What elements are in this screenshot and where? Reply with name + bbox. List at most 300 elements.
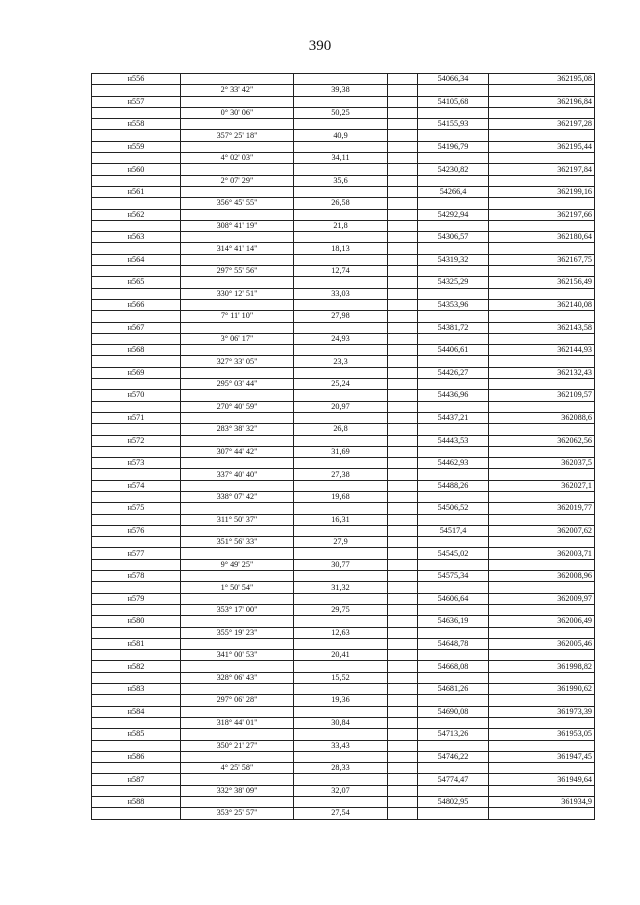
coordinates-table bbox=[91, 73, 595, 820]
segment-angle: 2° 33' 42" bbox=[181, 85, 294, 96]
empty-cell bbox=[388, 672, 418, 683]
empty-cell bbox=[294, 299, 388, 310]
segment-angle: 1° 50' 54" bbox=[181, 582, 294, 593]
point-row bbox=[92, 480, 595, 491]
point-row bbox=[92, 209, 595, 220]
empty-cell bbox=[92, 604, 181, 615]
point-y: 362132,43 bbox=[489, 367, 595, 378]
empty-cell bbox=[294, 209, 388, 220]
empty-cell bbox=[294, 119, 388, 130]
empty-cell bbox=[181, 254, 294, 265]
point-name: н580 bbox=[92, 616, 181, 627]
empty-cell bbox=[388, 785, 418, 796]
empty-cell bbox=[294, 525, 388, 536]
segment-length: 26,58 bbox=[294, 198, 388, 209]
segment-row bbox=[92, 808, 595, 819]
empty-cell bbox=[489, 559, 595, 570]
empty-cell bbox=[489, 491, 595, 502]
empty-cell bbox=[388, 525, 418, 536]
empty-cell bbox=[388, 740, 418, 751]
empty-cell bbox=[388, 74, 418, 85]
point-row bbox=[92, 548, 595, 559]
point-y: 361973,39 bbox=[489, 706, 595, 717]
segment-row bbox=[92, 333, 595, 344]
segment-length: 16,31 bbox=[294, 514, 388, 525]
empty-cell bbox=[388, 695, 418, 706]
empty-cell bbox=[294, 638, 388, 649]
empty-cell bbox=[294, 254, 388, 265]
empty-cell bbox=[388, 379, 418, 390]
segment-angle: 3° 06' 17" bbox=[181, 333, 294, 344]
point-x: 54266,4 bbox=[418, 186, 489, 197]
segment-row bbox=[92, 672, 595, 683]
point-y: 362143,58 bbox=[489, 322, 595, 333]
empty-cell bbox=[294, 661, 388, 672]
empty-cell bbox=[294, 503, 388, 514]
point-row bbox=[92, 367, 595, 378]
segment-length: 27,98 bbox=[294, 311, 388, 322]
empty-cell bbox=[388, 356, 418, 367]
point-y: 362008,96 bbox=[489, 571, 595, 582]
point-y: 362007,62 bbox=[489, 525, 595, 536]
segment-length: 35,6 bbox=[294, 175, 388, 186]
point-row bbox=[92, 345, 595, 356]
empty-cell bbox=[388, 571, 418, 582]
point-name: н573 bbox=[92, 458, 181, 469]
segment-length: 32,07 bbox=[294, 785, 388, 796]
empty-cell bbox=[418, 198, 489, 209]
segment-length: 31,32 bbox=[294, 582, 388, 593]
empty-cell bbox=[294, 390, 388, 401]
point-name: н583 bbox=[92, 684, 181, 695]
segment-length: 20,97 bbox=[294, 401, 388, 412]
empty-cell bbox=[181, 141, 294, 152]
empty-cell bbox=[181, 435, 294, 446]
empty-cell bbox=[388, 424, 418, 435]
point-name: н588 bbox=[92, 797, 181, 808]
point-name: н559 bbox=[92, 141, 181, 152]
empty-cell bbox=[388, 277, 418, 288]
segment-length: 50,25 bbox=[294, 107, 388, 118]
empty-cell bbox=[92, 153, 181, 164]
empty-cell bbox=[388, 322, 418, 333]
segment-row bbox=[92, 469, 595, 480]
page-number: 390 bbox=[308, 38, 332, 54]
segment-angle: 341° 00' 53" bbox=[181, 650, 294, 661]
point-row bbox=[92, 164, 595, 175]
segment-row bbox=[92, 379, 595, 390]
segment-angle: 318° 44' 01" bbox=[181, 717, 294, 728]
empty-cell bbox=[388, 401, 418, 412]
segment-length: 29,75 bbox=[294, 604, 388, 615]
point-name: н581 bbox=[92, 638, 181, 649]
segment-length: 15,52 bbox=[294, 672, 388, 683]
empty-cell bbox=[92, 107, 181, 118]
segment-angle: 350° 21' 27" bbox=[181, 740, 294, 751]
point-row bbox=[92, 684, 595, 695]
point-row bbox=[92, 751, 595, 762]
point-y: 361934,9 bbox=[489, 797, 595, 808]
empty-cell bbox=[388, 175, 418, 186]
segment-row bbox=[92, 514, 595, 525]
empty-cell bbox=[418, 808, 489, 819]
empty-cell bbox=[418, 220, 489, 231]
point-x: 54488,26 bbox=[418, 480, 489, 491]
point-x: 54381,72 bbox=[418, 322, 489, 333]
empty-cell bbox=[388, 706, 418, 717]
empty-cell bbox=[388, 604, 418, 615]
empty-cell bbox=[418, 85, 489, 96]
point-name: н564 bbox=[92, 254, 181, 265]
empty-cell bbox=[388, 469, 418, 480]
point-x: 54437,21 bbox=[418, 412, 489, 423]
empty-cell bbox=[181, 458, 294, 469]
empty-cell bbox=[489, 356, 595, 367]
empty-cell bbox=[294, 412, 388, 423]
empty-cell bbox=[489, 537, 595, 548]
segment-row bbox=[92, 401, 595, 412]
empty-cell bbox=[92, 582, 181, 593]
segment-length: 40,9 bbox=[294, 130, 388, 141]
empty-cell bbox=[388, 209, 418, 220]
empty-cell bbox=[418, 446, 489, 457]
empty-cell bbox=[388, 480, 418, 491]
empty-cell bbox=[92, 288, 181, 299]
empty-cell bbox=[489, 288, 595, 299]
segment-length: 33,03 bbox=[294, 288, 388, 299]
segment-angle: 308° 41' 19" bbox=[181, 220, 294, 231]
empty-cell bbox=[388, 232, 418, 243]
empty-cell bbox=[294, 774, 388, 785]
segment-row bbox=[92, 356, 595, 367]
segment-angle: 356° 45' 55" bbox=[181, 198, 294, 209]
empty-cell bbox=[388, 661, 418, 672]
point-name: н570 bbox=[92, 390, 181, 401]
empty-cell bbox=[418, 717, 489, 728]
empty-cell bbox=[388, 458, 418, 469]
empty-cell bbox=[92, 266, 181, 277]
segment-row bbox=[92, 491, 595, 502]
point-name: н576 bbox=[92, 525, 181, 536]
point-y: 362180,64 bbox=[489, 232, 595, 243]
point-name: н579 bbox=[92, 593, 181, 604]
empty-cell bbox=[388, 446, 418, 457]
empty-cell bbox=[418, 582, 489, 593]
point-name: н569 bbox=[92, 367, 181, 378]
point-x: 54155,93 bbox=[418, 119, 489, 130]
point-row bbox=[92, 571, 595, 582]
point-y: 362199,16 bbox=[489, 186, 595, 197]
segment-row bbox=[92, 153, 595, 164]
empty-cell bbox=[294, 96, 388, 107]
empty-cell bbox=[388, 107, 418, 118]
empty-cell bbox=[418, 266, 489, 277]
empty-cell bbox=[92, 763, 181, 774]
empty-cell bbox=[489, 198, 595, 209]
point-name: н563 bbox=[92, 232, 181, 243]
point-row bbox=[92, 525, 595, 536]
empty-cell bbox=[294, 571, 388, 582]
empty-cell bbox=[418, 333, 489, 344]
point-row bbox=[92, 774, 595, 785]
empty-cell bbox=[489, 672, 595, 683]
segment-row bbox=[92, 559, 595, 570]
empty-cell bbox=[181, 209, 294, 220]
segment-angle: 270° 40' 59" bbox=[181, 401, 294, 412]
point-x: 54230,82 bbox=[418, 164, 489, 175]
point-row bbox=[92, 503, 595, 514]
segment-length: 31,69 bbox=[294, 446, 388, 457]
empty-cell bbox=[418, 288, 489, 299]
empty-cell bbox=[181, 797, 294, 808]
segment-length: 23,3 bbox=[294, 356, 388, 367]
empty-cell bbox=[388, 627, 418, 638]
empty-cell bbox=[418, 672, 489, 683]
empty-cell bbox=[388, 763, 418, 774]
segment-length: 30,84 bbox=[294, 717, 388, 728]
point-x: 54506,52 bbox=[418, 503, 489, 514]
empty-cell bbox=[388, 808, 418, 819]
empty-cell bbox=[181, 571, 294, 582]
segment-angle: 328° 06' 43" bbox=[181, 672, 294, 683]
segment-length: 33,43 bbox=[294, 740, 388, 751]
point-row bbox=[92, 661, 595, 672]
empty-cell bbox=[92, 785, 181, 796]
point-y: 362156,49 bbox=[489, 277, 595, 288]
empty-cell bbox=[489, 379, 595, 390]
point-name: н574 bbox=[92, 480, 181, 491]
empty-cell bbox=[388, 514, 418, 525]
empty-cell bbox=[181, 503, 294, 514]
segment-length: 12,74 bbox=[294, 266, 388, 277]
segment-length: 12,63 bbox=[294, 627, 388, 638]
point-name: н556 bbox=[92, 74, 181, 85]
point-row bbox=[92, 299, 595, 310]
point-row bbox=[92, 322, 595, 333]
point-name: н577 bbox=[92, 548, 181, 559]
segment-row bbox=[92, 604, 595, 615]
segment-length: 24,93 bbox=[294, 333, 388, 344]
empty-cell bbox=[489, 582, 595, 593]
point-x: 54306,57 bbox=[418, 232, 489, 243]
empty-cell bbox=[294, 186, 388, 197]
empty-cell bbox=[92, 446, 181, 457]
empty-cell bbox=[181, 774, 294, 785]
point-x: 54517,4 bbox=[418, 525, 489, 536]
empty-cell bbox=[92, 740, 181, 751]
segment-angle: 353° 17' 00" bbox=[181, 604, 294, 615]
empty-cell bbox=[294, 616, 388, 627]
point-x: 54606,64 bbox=[418, 593, 489, 604]
empty-cell bbox=[92, 424, 181, 435]
point-y: 361949,64 bbox=[489, 774, 595, 785]
empty-cell bbox=[489, 650, 595, 661]
empty-cell bbox=[388, 254, 418, 265]
point-name: н568 bbox=[92, 345, 181, 356]
point-name: н571 bbox=[92, 412, 181, 423]
point-name: н560 bbox=[92, 164, 181, 175]
segment-row bbox=[92, 220, 595, 231]
segment-row bbox=[92, 627, 595, 638]
segment-length: 20,41 bbox=[294, 650, 388, 661]
empty-cell bbox=[294, 593, 388, 604]
point-x: 54066,34 bbox=[418, 74, 489, 85]
point-name: н586 bbox=[92, 751, 181, 762]
empty-cell bbox=[418, 379, 489, 390]
empty-cell bbox=[92, 559, 181, 570]
point-row bbox=[92, 254, 595, 265]
point-row bbox=[92, 638, 595, 649]
empty-cell bbox=[418, 740, 489, 751]
empty-cell bbox=[92, 514, 181, 525]
empty-cell bbox=[418, 695, 489, 706]
point-x: 54353,96 bbox=[418, 299, 489, 310]
point-y: 362088,6 bbox=[489, 412, 595, 423]
segment-row bbox=[92, 695, 595, 706]
empty-cell bbox=[181, 480, 294, 491]
empty-cell bbox=[489, 740, 595, 751]
point-row bbox=[92, 593, 595, 604]
point-x: 54713,26 bbox=[418, 729, 489, 740]
segment-length: 28,33 bbox=[294, 763, 388, 774]
empty-cell bbox=[388, 638, 418, 649]
point-name: н565 bbox=[92, 277, 181, 288]
empty-cell bbox=[294, 548, 388, 559]
empty-cell bbox=[489, 311, 595, 322]
empty-cell bbox=[388, 85, 418, 96]
segment-angle: 4° 25' 58" bbox=[181, 763, 294, 774]
empty-cell bbox=[489, 785, 595, 796]
empty-cell bbox=[489, 130, 595, 141]
empty-cell bbox=[388, 198, 418, 209]
point-x: 54681,26 bbox=[418, 684, 489, 695]
empty-cell bbox=[388, 616, 418, 627]
empty-cell bbox=[181, 96, 294, 107]
empty-cell bbox=[418, 514, 489, 525]
empty-cell bbox=[181, 684, 294, 695]
empty-cell bbox=[388, 729, 418, 740]
empty-cell bbox=[388, 186, 418, 197]
point-row bbox=[92, 616, 595, 627]
empty-cell bbox=[181, 345, 294, 356]
point-x: 54426,27 bbox=[418, 367, 489, 378]
point-y: 361998,82 bbox=[489, 661, 595, 672]
segment-length: 25,24 bbox=[294, 379, 388, 390]
empty-cell bbox=[388, 130, 418, 141]
segment-angle: 297° 06' 28" bbox=[181, 695, 294, 706]
point-row bbox=[92, 706, 595, 717]
point-name: н567 bbox=[92, 322, 181, 333]
empty-cell bbox=[294, 435, 388, 446]
empty-cell bbox=[181, 232, 294, 243]
empty-cell bbox=[388, 435, 418, 446]
empty-cell bbox=[181, 751, 294, 762]
point-name: н575 bbox=[92, 503, 181, 514]
empty-cell bbox=[92, 672, 181, 683]
point-x: 54105,68 bbox=[418, 96, 489, 107]
empty-cell bbox=[489, 446, 595, 457]
segment-row bbox=[92, 198, 595, 209]
empty-cell bbox=[489, 220, 595, 231]
empty-cell bbox=[489, 808, 595, 819]
empty-cell bbox=[388, 582, 418, 593]
empty-cell bbox=[92, 220, 181, 231]
point-row bbox=[92, 729, 595, 740]
empty-cell bbox=[388, 537, 418, 548]
empty-cell bbox=[181, 729, 294, 740]
segment-row bbox=[92, 740, 595, 751]
empty-cell bbox=[489, 604, 595, 615]
empty-cell bbox=[489, 627, 595, 638]
segment-length: 18,13 bbox=[294, 243, 388, 254]
point-name: н587 bbox=[92, 774, 181, 785]
empty-cell bbox=[92, 243, 181, 254]
empty-cell bbox=[489, 243, 595, 254]
empty-cell bbox=[181, 548, 294, 559]
empty-cell bbox=[388, 751, 418, 762]
segment-length: 27,54 bbox=[294, 808, 388, 819]
empty-cell bbox=[92, 311, 181, 322]
empty-cell bbox=[418, 107, 489, 118]
empty-cell bbox=[489, 763, 595, 774]
point-name: н561 bbox=[92, 186, 181, 197]
segment-angle: 283° 38' 32" bbox=[181, 424, 294, 435]
empty-cell bbox=[418, 469, 489, 480]
empty-cell bbox=[489, 107, 595, 118]
empty-cell bbox=[181, 74, 294, 85]
point-y: 362062,56 bbox=[489, 435, 595, 446]
point-x: 54319,32 bbox=[418, 254, 489, 265]
empty-cell bbox=[92, 356, 181, 367]
empty-cell bbox=[92, 130, 181, 141]
empty-cell bbox=[418, 424, 489, 435]
empty-cell bbox=[92, 379, 181, 390]
point-row bbox=[92, 96, 595, 107]
empty-cell bbox=[181, 164, 294, 175]
point-row bbox=[92, 435, 595, 446]
empty-cell bbox=[388, 243, 418, 254]
empty-cell bbox=[294, 751, 388, 762]
segment-row bbox=[92, 288, 595, 299]
point-y: 362109,57 bbox=[489, 390, 595, 401]
segment-row bbox=[92, 130, 595, 141]
empty-cell bbox=[388, 797, 418, 808]
empty-cell bbox=[294, 164, 388, 175]
point-y: 362006,49 bbox=[489, 616, 595, 627]
point-name: н566 bbox=[92, 299, 181, 310]
point-x: 54690,08 bbox=[418, 706, 489, 717]
segment-angle: 0° 30' 06" bbox=[181, 107, 294, 118]
segment-angle: 4° 02' 03" bbox=[181, 153, 294, 164]
empty-cell bbox=[388, 650, 418, 661]
point-row bbox=[92, 458, 595, 469]
point-name: н558 bbox=[92, 119, 181, 130]
empty-cell bbox=[294, 322, 388, 333]
segment-row bbox=[92, 650, 595, 661]
point-y: 362037,5 bbox=[489, 458, 595, 469]
segment-length: 19,68 bbox=[294, 491, 388, 502]
empty-cell bbox=[388, 288, 418, 299]
empty-cell bbox=[418, 604, 489, 615]
point-name: н572 bbox=[92, 435, 181, 446]
point-x: 54436,96 bbox=[418, 390, 489, 401]
empty-cell bbox=[92, 175, 181, 186]
segment-angle: 295° 03' 44" bbox=[181, 379, 294, 390]
empty-cell bbox=[181, 299, 294, 310]
empty-cell bbox=[418, 627, 489, 638]
point-x: 54462,93 bbox=[418, 458, 489, 469]
empty-cell bbox=[418, 243, 489, 254]
